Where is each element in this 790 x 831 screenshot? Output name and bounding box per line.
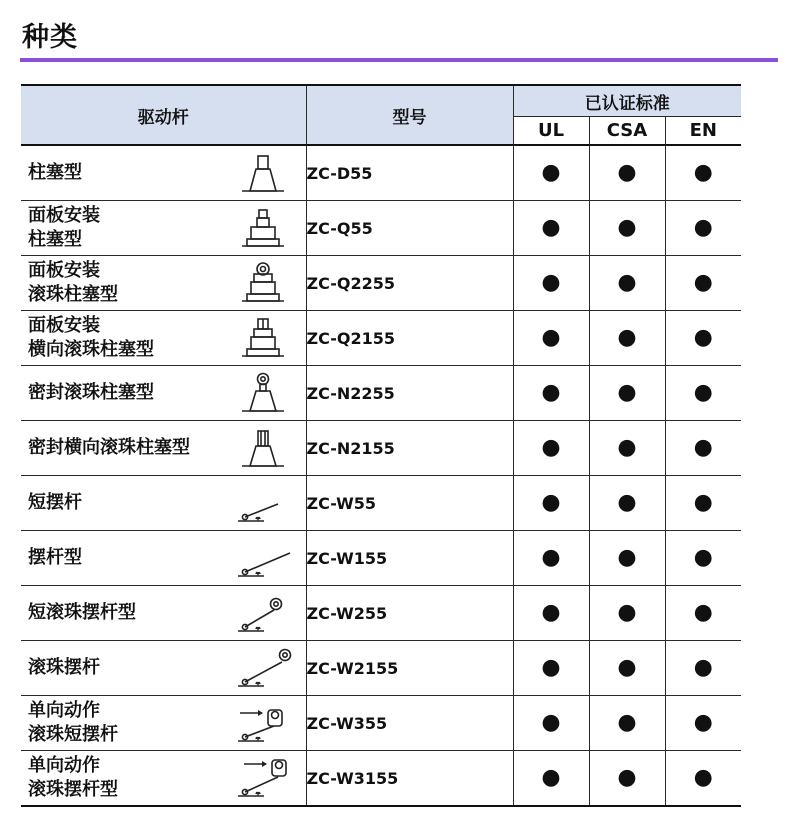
cert-ul-mark: ● bbox=[513, 696, 589, 751]
actuator-name-line1: 密封滚珠柱塞型 bbox=[28, 382, 154, 403]
one-way-roller-lever-icon bbox=[234, 755, 292, 801]
cert-en-mark: ● bbox=[665, 586, 741, 641]
header-ul: UL bbox=[513, 117, 589, 146]
cert-csa-mark: ● bbox=[589, 366, 665, 421]
cert-en-mark: ● bbox=[665, 421, 741, 476]
table-row bbox=[21, 586, 741, 641]
product-types-table bbox=[21, 84, 741, 807]
actuator-name-line1: 短滚珠摆杆型 bbox=[28, 602, 136, 623]
cert-ul-mark: ● bbox=[513, 476, 589, 531]
actuator-name-line2: 滚珠柱塞型 bbox=[28, 284, 118, 305]
actuator-cell bbox=[21, 201, 306, 256]
cert-ul-mark: ● bbox=[513, 641, 589, 696]
table-row bbox=[21, 531, 741, 586]
actuator-name-line1: 单向动作 bbox=[28, 700, 100, 721]
actuator-cell bbox=[21, 476, 306, 531]
actuator-cell bbox=[21, 641, 306, 696]
sealed-cross-roller-plunger-icon bbox=[234, 425, 292, 471]
cert-en-mark: ● bbox=[665, 366, 741, 421]
panel-roller-plunger-icon bbox=[234, 260, 292, 306]
model-number: ZC-N2155 bbox=[306, 421, 513, 476]
actuator-cell bbox=[21, 256, 306, 311]
header-certification: 已认证标准 bbox=[513, 85, 741, 117]
actuator-name bbox=[28, 531, 82, 585]
title-underline bbox=[20, 58, 778, 62]
actuator-cell bbox=[21, 751, 306, 807]
actuator-name bbox=[28, 696, 118, 750]
table-row bbox=[21, 145, 741, 201]
table-row bbox=[21, 751, 741, 807]
header-actuator: 驱动杆 bbox=[21, 85, 306, 145]
model-number: ZC-W155 bbox=[306, 531, 513, 586]
cert-csa-mark: ● bbox=[589, 696, 665, 751]
cert-ul-mark: ● bbox=[513, 145, 589, 201]
actuator-name bbox=[28, 366, 154, 420]
actuator-name-line1: 面板安装 bbox=[28, 205, 100, 226]
actuator-name-line1: 柱塞型 bbox=[28, 162, 82, 183]
actuator-name-line1: 滚珠摆杆 bbox=[28, 657, 100, 678]
cert-en-mark: ● bbox=[665, 751, 741, 807]
actuator-name-line1: 摆杆型 bbox=[28, 547, 82, 568]
cert-csa-mark: ● bbox=[589, 531, 665, 586]
actuator-name-line2: 滚珠短摆杆 bbox=[28, 724, 118, 745]
actuator-name bbox=[28, 476, 82, 530]
panel-plunger-icon bbox=[234, 205, 292, 251]
actuator-name bbox=[28, 256, 118, 310]
actuator-name-line1: 面板安装 bbox=[28, 315, 100, 336]
cert-ul-mark: ● bbox=[513, 751, 589, 807]
table-row bbox=[21, 696, 741, 751]
cert-ul-mark: ● bbox=[513, 311, 589, 366]
model-number: ZC-W255 bbox=[306, 586, 513, 641]
actuator-cell bbox=[21, 586, 306, 641]
cert-ul-mark: ● bbox=[513, 366, 589, 421]
lever-icon bbox=[234, 535, 292, 581]
page-title: 种类 bbox=[22, 22, 78, 53]
cert-csa-mark: ● bbox=[589, 751, 665, 807]
cert-en-mark: ● bbox=[665, 311, 741, 366]
actuator-cell bbox=[21, 421, 306, 476]
cert-csa-mark: ● bbox=[589, 145, 665, 201]
cert-en-mark: ● bbox=[665, 145, 741, 201]
cert-csa-mark: ● bbox=[589, 641, 665, 696]
model-number: ZC-W2155 bbox=[306, 641, 513, 696]
table-row bbox=[21, 476, 741, 531]
table-row bbox=[21, 421, 741, 476]
short-lever-icon bbox=[234, 480, 292, 526]
table-row bbox=[21, 201, 741, 256]
short-roller-lever-icon bbox=[234, 590, 292, 636]
cert-csa-mark: ● bbox=[589, 476, 665, 531]
actuator-name bbox=[28, 751, 118, 805]
one-way-short-roller-lever-icon bbox=[234, 700, 292, 746]
actuator-name-line2: 柱塞型 bbox=[28, 229, 82, 250]
header-model: 型号 bbox=[306, 85, 513, 145]
cert-ul-mark: ● bbox=[513, 586, 589, 641]
cert-en-mark: ● bbox=[665, 256, 741, 311]
cert-en-mark: ● bbox=[665, 641, 741, 696]
cert-ul-mark: ● bbox=[513, 256, 589, 311]
header-en: EN bbox=[665, 117, 741, 146]
cert-en-mark: ● bbox=[665, 201, 741, 256]
actuator-name-line1: 面板安装 bbox=[28, 260, 100, 281]
actuator-name bbox=[28, 201, 100, 255]
cert-csa-mark: ● bbox=[589, 256, 665, 311]
actuator-name-line1: 密封横向滚珠柱塞型 bbox=[28, 437, 190, 458]
actuator-name-line2: 横向滚珠柱塞型 bbox=[28, 339, 154, 360]
table-row bbox=[21, 366, 741, 421]
model-number: ZC-W355 bbox=[306, 696, 513, 751]
cert-en-mark: ● bbox=[665, 696, 741, 751]
actuator-name-line2: 滚珠摆杆型 bbox=[28, 779, 118, 800]
model-number: ZC-Q2255 bbox=[306, 256, 513, 311]
table-row bbox=[21, 311, 741, 366]
actuator-name bbox=[28, 641, 100, 695]
panel-cross-roller-plunger-icon bbox=[234, 315, 292, 361]
header-csa: CSA bbox=[589, 117, 665, 146]
table-row bbox=[21, 256, 741, 311]
cert-ul-mark: ● bbox=[513, 201, 589, 256]
actuator-cell bbox=[21, 696, 306, 751]
model-number: ZC-N2255 bbox=[306, 366, 513, 421]
actuator-cell bbox=[21, 311, 306, 366]
table-row bbox=[21, 641, 741, 696]
roller-lever-icon bbox=[234, 645, 292, 691]
actuator-name-line1: 短摆杆 bbox=[28, 492, 82, 513]
cert-ul-mark: ● bbox=[513, 421, 589, 476]
cert-csa-mark: ● bbox=[589, 311, 665, 366]
actuator-name bbox=[28, 421, 190, 475]
actuator-cell bbox=[21, 366, 306, 421]
model-number: ZC-W3155 bbox=[306, 751, 513, 807]
sealed-roller-plunger-icon bbox=[234, 370, 292, 416]
actuator-name bbox=[28, 311, 154, 365]
actuator-cell bbox=[21, 145, 306, 201]
actuator-name-line1: 单向动作 bbox=[28, 755, 100, 776]
cert-csa-mark: ● bbox=[589, 201, 665, 256]
model-number: ZC-W55 bbox=[306, 476, 513, 531]
model-number: ZC-Q55 bbox=[306, 201, 513, 256]
cert-csa-mark: ● bbox=[589, 586, 665, 641]
model-number: ZC-D55 bbox=[306, 145, 513, 201]
cert-ul-mark: ● bbox=[513, 531, 589, 586]
actuator-name bbox=[28, 146, 82, 200]
cert-en-mark: ● bbox=[665, 476, 741, 531]
cert-en-mark: ● bbox=[665, 531, 741, 586]
actuator-name bbox=[28, 586, 136, 640]
plunger-icon bbox=[234, 150, 292, 196]
model-number: ZC-Q2155 bbox=[306, 311, 513, 366]
cert-csa-mark: ● bbox=[589, 421, 665, 476]
actuator-cell bbox=[21, 531, 306, 586]
